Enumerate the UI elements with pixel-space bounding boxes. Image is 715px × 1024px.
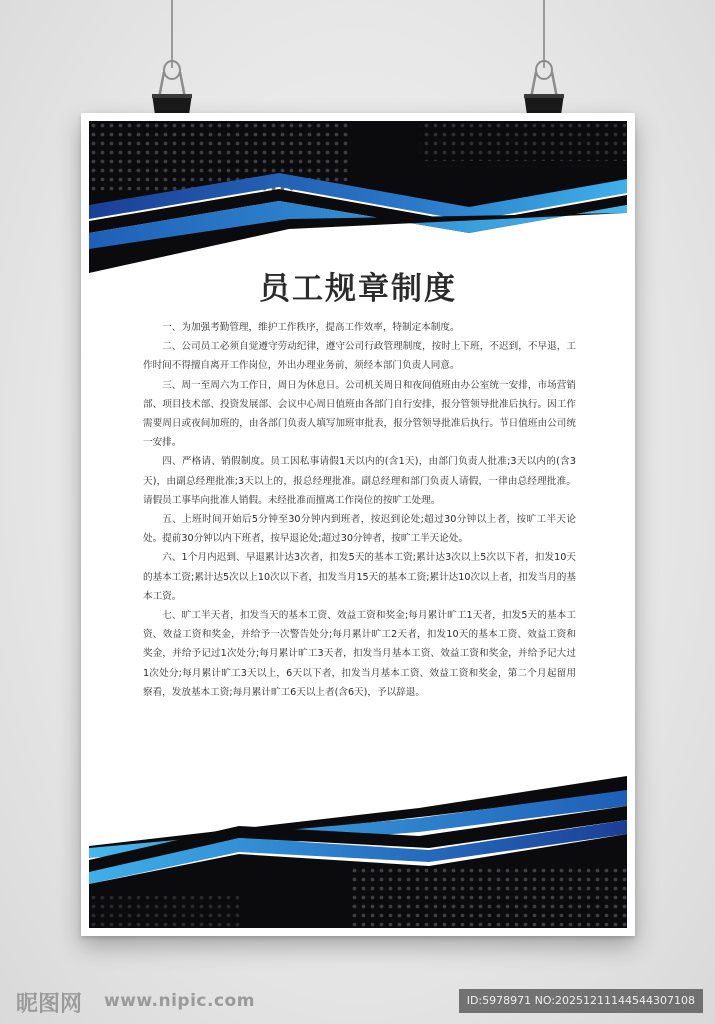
paragraph: 五、上班时间开始后5分钟至30分钟内到班者，按迟到论处;超过30分钟以上者，按旷工半天论处。提前30分钟以内下班者，按早退论处;超过30分钟者，按旷工半天论处。 (143, 514, 576, 545)
watermark-url[interactable]: www.nipic.com (104, 991, 255, 1011)
watermark-id: ID:5978971 NO:20251211144544307108 (459, 989, 703, 1013)
paragraph: 四、严格请、销假制度。员工因私事请假1天以内的(含1天)，由部门负责人批准;3天以内的(含3天)，由副总经理批准;3天以上的，报总经理批准。副总经理和部门负责人请假，一律由总经理批准。请假员工事毕向批准人销假。未经批准而擅离工作岗位的按旷工处理。 (143, 456, 576, 506)
paragraph: 一、为加强考勤管理，维护工作秩序，提高工作效率，特制定本制度。 (162, 322, 460, 333)
hanging-wire-left (171, 0, 173, 68)
header-decoration (89, 121, 627, 281)
paragraph: 七、旷工半天者，扣发当天的基本工资、效益工资和奖金;每月累计旷工1天者，扣发5天的基本工资、效益工资和奖金，并给予一次警告处分;每月累计旷工2天者，扣发10天的基本工资、效益工资和奖金，并给予记过1次处分;每月累计旷工3天者，扣发当月基本工资、效益工资和奖金，并给予记大过1次处分;每月累计旷工3天以上，6天以下者，扣发当月基本工资、效益工资和奖金，第二个月起留用察看，发放基本工资;每月累计旷工6天以上者(含6天)，予以辞退。 (143, 610, 576, 698)
watermark-bar (0, 980, 715, 1024)
footer-decoration (89, 776, 627, 928)
paragraph: 六、1个月内迟到、早退累计达3次者，扣发5天的基本工资;累计达3次以上5次以下者，扣发10天的基本工资;累计达5次以上10次以下者，扣发当月15天的基本工资;累计达10次以上者，扣发当月的基本工资。 (143, 552, 576, 602)
paragraph: 二、公司员工必须自觉遵守劳动纪律，遵守公司行政管理制度，按时上下班，不迟到，不早退，工作时间不得擅自离开工作岗位，外出办理业务前，须经本部门负责人同意。 (143, 341, 576, 372)
hanging-wire-right (543, 0, 545, 68)
regulation-body (143, 318, 576, 702)
paragraph: 三、周一至周六为工作日，周日为休息日。公司机关周日和夜间值班由办公室统一安排，市场营销部、项目技术部、投资发展部、会议中心周日值班由各部门自行安排，报分管领导批准后执行。因工作需要周日或夜间加班的，由各部门负责人填写加班审批表，报分管领导批准后执行。节日值班由公司统一安排。 (143, 379, 576, 449)
watermark-logo: 昵图网 (16, 991, 83, 1017)
poster-sheet (81, 113, 635, 936)
poster-canvas (89, 121, 627, 928)
page-title: 员工规章制度 (259, 271, 457, 307)
